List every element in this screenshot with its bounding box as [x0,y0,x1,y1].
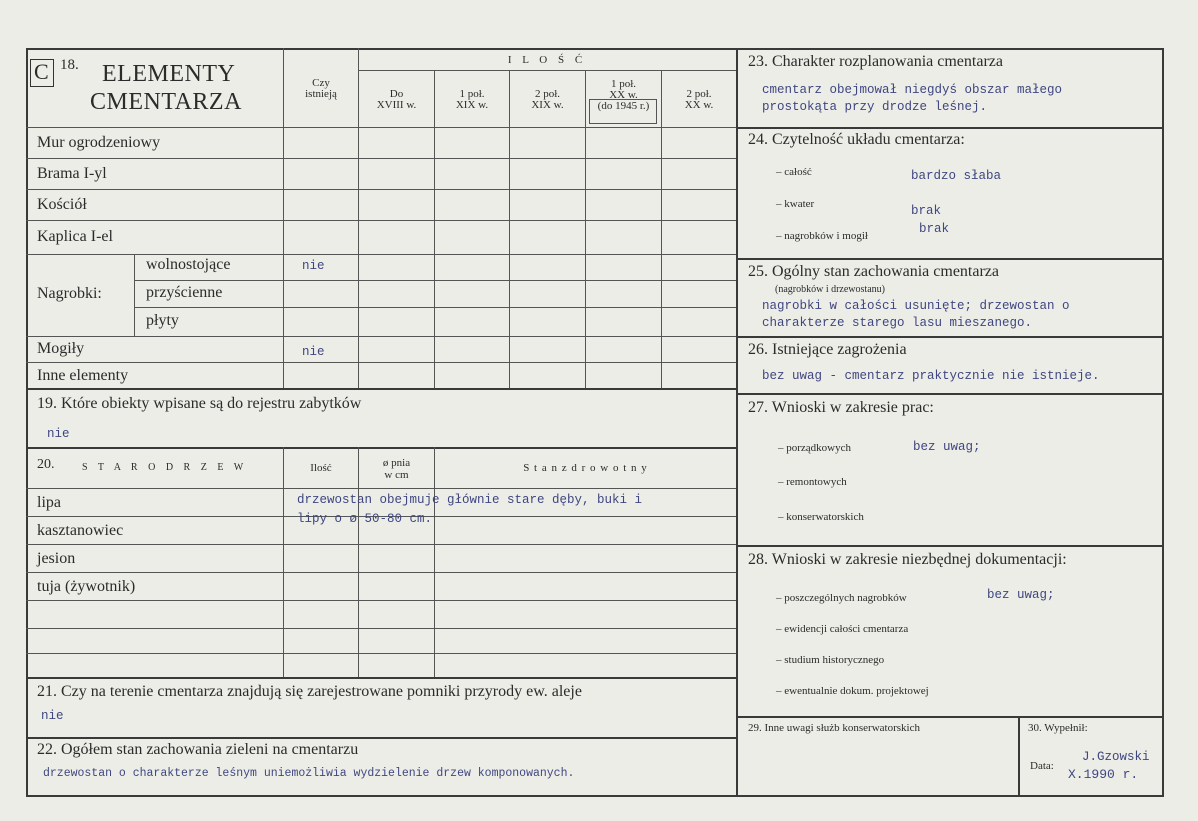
s20-number: 20. [37,457,55,472]
period-5-line1: 2 poł. [686,88,712,100]
s30-name: J.Gzowski [1082,750,1150,764]
grid-line [26,628,736,629]
grid-line [585,70,586,388]
s23-value-line1: cmentarz obejmował niegdyś obszar małego [762,83,1063,97]
s28-ewentualnie: – ewentualnie dokum. projektowej [776,685,929,697]
period-2-line2: XIX w. [455,99,489,111]
ilosc-header: I L O Ś Ć [507,54,587,66]
s27-porzadkowych: – porządkowych [778,442,852,454]
s27-konserwatorskich: – konserwatorskich [778,511,864,523]
s27-label: 27. Wnioski w zakresie prac: [748,399,934,416]
s30-date-label: Data: [1030,760,1054,772]
grid-line [26,600,736,601]
s24-kwater-value: brak [911,204,942,218]
s26-value: bez uwag - cmentarz praktycznie nie istnieje. [762,369,1100,383]
grid-line [1018,716,1020,797]
grid-line [26,572,736,573]
grid-line [26,653,736,654]
grid-line [358,70,736,71]
grid-line [434,70,435,388]
tree-2: kasztanowiec [37,522,124,539]
s24-label: 24. Czytelność układu cmentarza: [748,131,965,148]
s28-poszczegolnych: – poszczególnych nagrobków [776,592,907,604]
row-wolnostojace: wolnostojące [146,256,231,273]
grid-line [26,336,736,337]
wolnostojace-value: nie [302,259,325,273]
grid-line [26,737,736,739]
grid-line [26,488,736,489]
col-exists-line2: istnieją [305,88,337,100]
grid-line [26,189,736,190]
tree-4: tuja (żywotnik) [37,578,136,595]
s27-remontowych: – remontowych [778,476,847,488]
period-4-line1: 1 poł. [610,78,637,90]
grid-line [134,280,736,281]
period-1-line2: XVIII w. [376,99,417,111]
s21-label: 21. Czy na terenie cmentarza znajdują się zarejestrowane pomniki przyrody ew. aleje [37,683,582,700]
s24-kwater: – kwater [776,198,815,210]
grid-line [736,393,1164,395]
s20-col-pnia-line2: w cm [384,469,409,481]
period-3-line2: XIX w. [531,99,564,111]
grid-line [134,254,135,336]
s30-label: 30. Wypełnił: [1028,722,1088,734]
row-kaplica: Kaplica I-el [37,228,113,245]
col-exists-line1: Czy [312,77,330,89]
period-4-box [589,99,657,124]
s20-col-stan: S t a n z d r o w o t n y [523,462,648,474]
s23-label: 23. Charakter rozplanowania cmentarza [748,53,1003,70]
s28-poszczegolnych-value: bez uwag; [987,588,1055,602]
s25-label: 25. Ogólny stan zachowania cmentarza [748,263,1000,280]
grid-line [736,336,1164,338]
grid-line [26,677,736,679]
s24-nagrobkow: – nagrobków i mogił [776,230,868,242]
period-2-line1: 1 poł. [459,88,485,100]
grid-line [736,258,1164,260]
grid-line [26,362,736,363]
row-kosciol: Kościół [37,196,87,213]
s21-value: nie [41,709,64,723]
s25-value-line1: nagrobki w całości usunięte; drzewostan o [762,299,1070,313]
grid-line [26,544,736,545]
period-4-line3: (do 1945 r.) [597,100,650,112]
row-mogily: Mogiły [37,340,85,357]
s25-value-line2: charakterze starego lasu mieszanego. [762,316,1033,330]
grid-line [26,447,736,449]
s22-label: 22. Ogółem stan zachowania zieleni na cmentarzu [37,741,359,758]
row-inne: Inne elementy [37,367,129,384]
s22-value: drzewostan o charakterze leśnym uniemożliwia wydzielenie drzew komponowanych. [43,767,575,780]
tree-3: jesion [37,550,76,567]
section-title-line1: ELEMENTY [102,61,236,87]
s20-note-line1: drzewostan obejmuje głównie stare dęby, buki i [297,493,643,507]
s28-label: 28. Wnioski w zakresie niezbędnej dokumentacji: [748,551,1067,568]
tree-1: lipa [37,494,61,511]
mogily-value: nie [302,345,325,359]
s28-ewidencji: – ewidencji całości cmentarza [776,623,909,635]
s24-calosc: – całość [776,166,812,178]
grid-line [509,70,510,388]
section-number: 18. [60,57,79,73]
s27-porzadkowych-value: bez uwag; [913,440,981,454]
grid-line [358,447,359,677]
section-letter: C [34,59,49,84]
grid-line [26,127,736,128]
main-divider [736,48,738,797]
s20-note-line2: lipy o ø 50-80 cm. [297,512,433,526]
s19-label: 19. Które obiekty wpisane są do rejestru zabytków [37,395,362,412]
s28-studium: – studium historycznego [776,654,885,666]
s20-header: S T A R O D R Z E W [82,462,248,473]
row-plyty: płyty [146,312,179,329]
grid-line [661,70,662,388]
period-5-line2: XX w. [684,99,714,111]
grid-line [134,307,736,308]
s25-sub: (nagrobków i drzewostanu) [775,284,885,295]
s24-nagrobkow-value: brak [919,222,950,236]
s19-value: nie [47,427,70,441]
period-3-line1: 2 poł. [534,88,561,100]
s26-label: 26. Istniejące zagrożenia [748,341,907,358]
grid-line [26,158,736,159]
row-brama: Brama I-yl [37,165,107,182]
grid-line [736,545,1164,547]
s20-col-ilosc: Ilość [310,462,332,474]
grid-line [736,127,1164,129]
grid-line [26,388,736,390]
row-przyscienne: przyścienne [146,284,223,301]
row-mur: Mur ogrodzeniowy [37,134,161,151]
section-title-line2: CMENTARZA [90,89,242,115]
s29-label: 29. Inne uwagi służb konserwatorskich [748,722,920,734]
grid-line [283,447,284,677]
s20-col-pnia-line1: ø pnia [382,457,411,469]
s30-date: X.1990 r. [1068,767,1139,782]
grid-line [26,220,736,221]
grid-line [434,447,435,677]
s24-calosc-value: bardzo słaba [911,169,1002,183]
grid-line [26,254,736,255]
period-4-line2: XX w. [609,89,638,101]
period-1-line1: Do [389,88,404,100]
s23-value-line2: prostokąta przy drodze leśnej. [762,100,988,114]
row-nagrobki: Nagrobki: [37,285,102,302]
grid-line [736,716,1164,718]
